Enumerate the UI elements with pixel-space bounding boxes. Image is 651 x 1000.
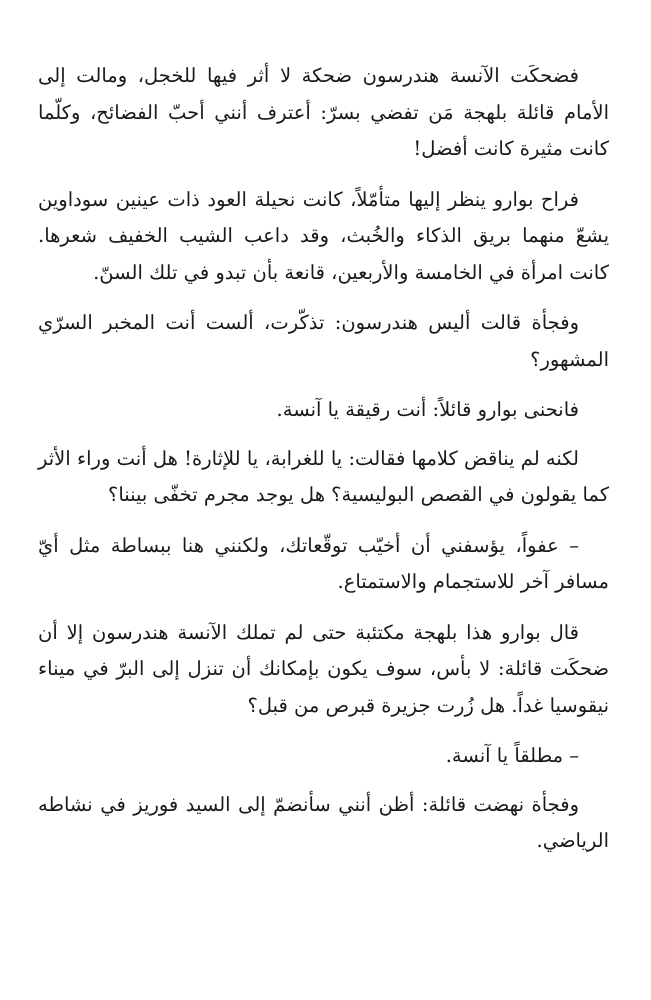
paragraph-5: لكنه لم يناقض كلامها فقالت: يا للغرابة، يا للإثارة! هل أنت وراء الأثر كما يقولون في القصص البوليسية؟ هل يوجد مجرم تخفّى بيننا؟ xyxy=(38,446,609,506)
paragraph-4: فانحنى بوارو قائلاً: أنت رقيقة يا آنسة. xyxy=(276,398,579,421)
paragraph-6: – عفواً، يؤسفني أن أخيّب توقّعاتك، ولكنني هنا ببساطة مثل أيّ مسافر آخر للاستجمام والاستمتاع. xyxy=(38,533,609,593)
paragraph-8: – مطلقاً يا آنسة. xyxy=(445,744,579,767)
paragraph-7: قال بوارو هذا بلهجة مكتئبة حتى لم تملك الآنسة هندرسون إلا أن ضحكَت قائلة: لا بأس، سوف يكون بإمكانك أن تنزل إلى البرّ في ميناء نيقوسيا غداً. هل زُرت جزيرة قبرص من قبل؟ xyxy=(38,620,609,717)
paragraph-9: وفجأة نهضت قائلة: أظن أنني سأنضمّ إلى السيد فوريز في نشاطه الرياضي. xyxy=(38,792,609,852)
paragraph-1: فضحكَت الآنسة هندرسون ضحكة لا أثر فيها للخجل، ومالت إلى الأمام قائلة بلهجة مَن تفضي بسرّ: أعترف أنني أحبّ الفضائح، وكلّما كانت مثيرة كانت أفضل! xyxy=(38,64,609,160)
paragraph-3: وفجأة قالت أليس هندرسون: تذكّرت، ألست أنت المخبر السرّي المشهور؟ xyxy=(38,311,609,371)
paragraph-2: فراح بوارو ينظر إليها متأمّلاً، كانت نحيلة العود ذات عينين سوداوين يشعّ منهما بريق الذكاء والخُبث، وقد داعب الشيب الخفيف شعرها. كانت امرأة في الخامسة والأربعين، قانعة بأن تبدو في تلك السنّ. xyxy=(38,187,609,284)
